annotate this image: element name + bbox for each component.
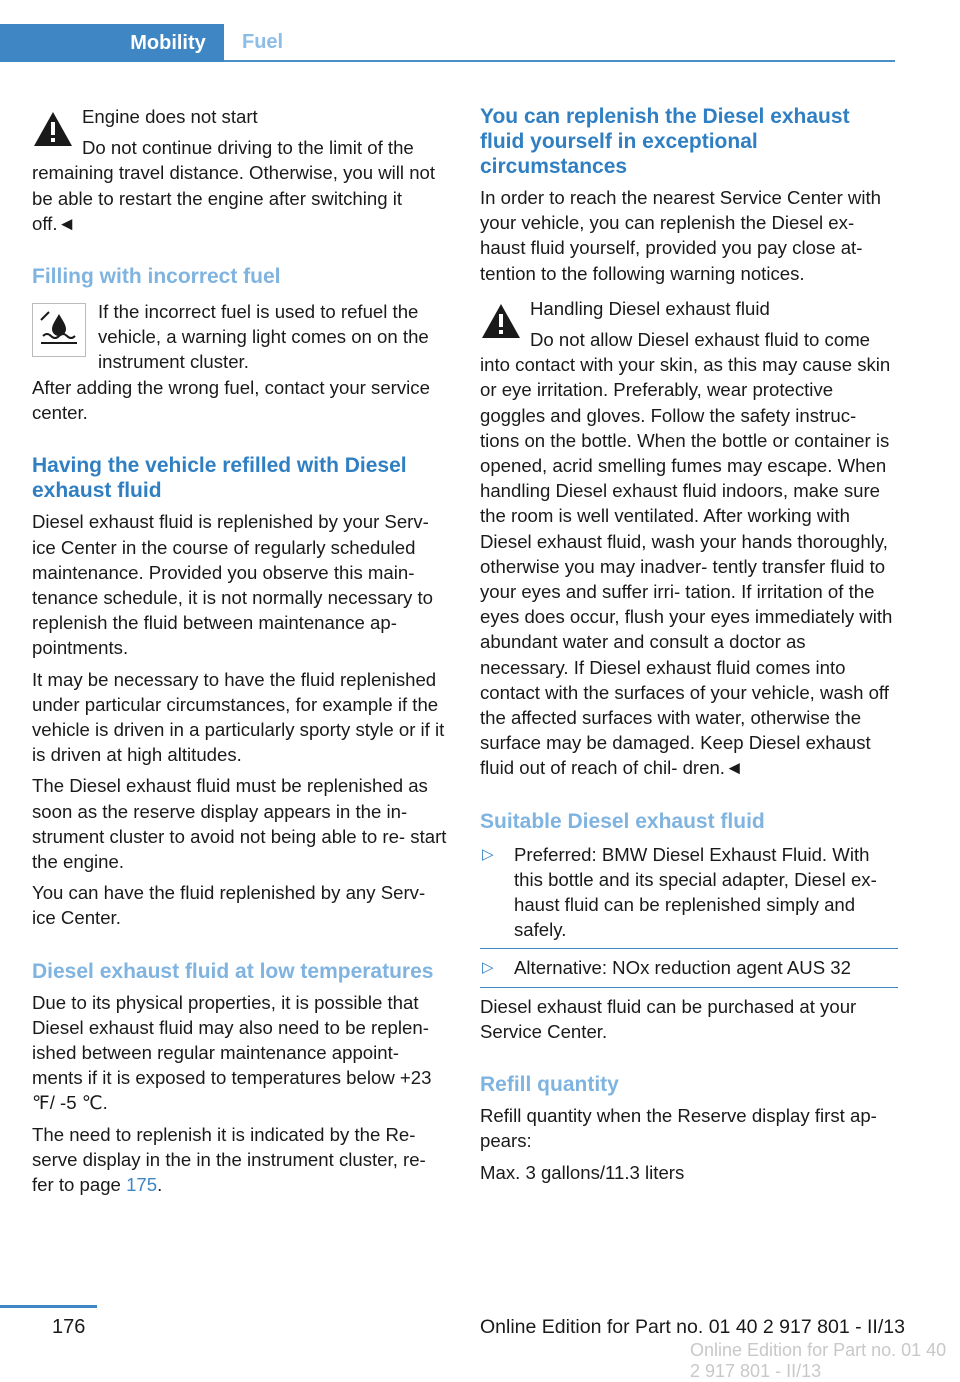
- list-item: ▷ Preferred: BMW Diesel Exhaust Fluid. With this bottle and its special adapter, Diesel ex‐ haust fluid can be replenished simply and safely.: [480, 842, 898, 950]
- incorrect-fuel-block: [32, 299, 450, 375]
- refilled-paragraph-1: Diesel exhaust fluid is replenished by your Serv‐ ice Center in the course of regularly scheduled maintenance. Provided you observe this main‐ tenance schedule, it is not normally necessary to replenish the fluid between maintenance ap‐ pointments.: [32, 511, 434, 659]
- incorrect-fuel-after: After adding the wrong fuel, contact your service center.: [32, 377, 430, 424]
- refill-paragraph-2: Max. 3 gallons/11.3 liters: [480, 1161, 685, 1183]
- lowtemp-paragraph-2: The need to replenish it is indicated by the Re‐ serve display in the in the instrument cluster, re‐ fer to page 175.: [32, 1123, 426, 1196]
- refilled-paragraph-4: You can have the fluid replenished by any Serv‐ ice Center.: [32, 882, 426, 929]
- refill-paragraph-1: Refill quantity when the Reserve display first ap‐ pears:: [480, 1105, 877, 1152]
- warning-handling-def: [480, 296, 898, 781]
- warning-triangle-icon: [480, 302, 522, 340]
- heading-incorrect-fuel: Filling with incorrect fuel: [32, 265, 281, 289]
- suitable-list: [480, 842, 898, 988]
- page-header: [0, 24, 895, 62]
- tab-mobility[interactable]: Mobility: [0, 24, 224, 62]
- watermark: Online Edition for Part no. 01 40 2 917 801 - II/13: [690, 1340, 947, 1381]
- footer-rule: [0, 1305, 97, 1308]
- warning-text: Do not allow Diesel exhaust fluid to come into contact with your skin, as this may cause skin or eye irritation. Preferably, wear protective goggles and gloves. Follow the safety instruc‐ tions on the bottle. When the bottle or container is opened, acrid smelling fumes may escape. When handling Diesel exhaust fluid indoors, make sure the room is well ventilated. After working with Diesel exhaust fluid, wash your hands thoroughly, otherwise you may inadver‐ tently transfer fluid to your eyes and suffer irri‐ tation. If irritation of the eyes does occur, flush your eyes immediately with abundant water and consult a doctor as necessary. If Diesel exhaust fluid comes into contact with the surfaces of your vehicle, wash off the affected surfaces with water, otherwise the surface may be damaged. Keep Diesel exhaust fluid out of reach of chil‐ dren.◄: [480, 329, 893, 779]
- list-item: ▷ Alternative: NOx reduction agent AUS 32: [480, 955, 898, 987]
- refilled-paragraph-3: The Diesel exhaust fluid must be replenished as soon as the reserve display appears in the in‐ strument cluster to avoid not being able to re‐ start the engine.: [32, 775, 447, 873]
- warning-engine-start: [32, 104, 450, 236]
- incorrect-fuel-text: If the incorrect fuel is used to refuel the vehicle, a warning light comes on on the instrument cluster.: [98, 301, 429, 373]
- refilled-paragraph-2: It may be necessary to have the fluid replenished under particular circumstances, for example if the vehicle is driven in a particularly sporty style or if it is driven at high altitudes.: [32, 668, 445, 766]
- lowtemp-paragraph-1: Due to its physical properties, it is possible that Diesel exhaust fluid may also need to be replen‐ ished between regular maintenance appoint‐ ments if it is exposed to temperatures below +23 ℉/ -5 ℃.: [32, 991, 432, 1114]
- warning-text: Do not continue driving to the limit of the remaining travel distance. Otherwise, you will not be able to restart the engine after switching it off.◄: [32, 137, 436, 234]
- replenish-text: In order to reach the nearest Service Center with your vehicle, you can replenish the Diesel ex‐ haust fluid yourself, provided you pay close at‐ tention to the following warning notices.: [480, 187, 882, 284]
- bullet-triangle-icon: ▷: [482, 845, 494, 863]
- warning-title: Engine does not start: [82, 106, 258, 127]
- warning-triangle-icon: [32, 110, 74, 148]
- edition-text: Online Edition for Part no. 01 40 2 917 801 - II/13: [480, 1316, 905, 1338]
- heading-refill-quantity: Refill quantity: [480, 1073, 619, 1097]
- heading-replenish-yourself: You can replenish the Diesel exhaust fluid yourself in exceptional circumstances: [480, 105, 850, 178]
- suitable-after: Diesel exhaust fluid can be purchased at your Service Center.: [480, 995, 857, 1042]
- page-link[interactable]: 175: [126, 1174, 158, 1196]
- warning-title: Handling Diesel exhaust fluid: [530, 297, 770, 319]
- right-column: [480, 104, 898, 1191]
- heading-refilled: Having the vehicle refilled with Diesel exhaust fluid: [32, 454, 407, 503]
- bullet-triangle-icon: ▷: [482, 959, 494, 977]
- left-column: [32, 104, 450, 1203]
- heading-suitable-def: Suitable Diesel exhaust fluid: [480, 809, 765, 833]
- wrong-fuel-warning-icon: [32, 303, 86, 357]
- tab-fuel[interactable]: Fuel: [224, 24, 324, 60]
- page-number: 176: [52, 1316, 86, 1338]
- heading-low-temperatures: Diesel exhaust fluid at low temperatures: [32, 959, 434, 983]
